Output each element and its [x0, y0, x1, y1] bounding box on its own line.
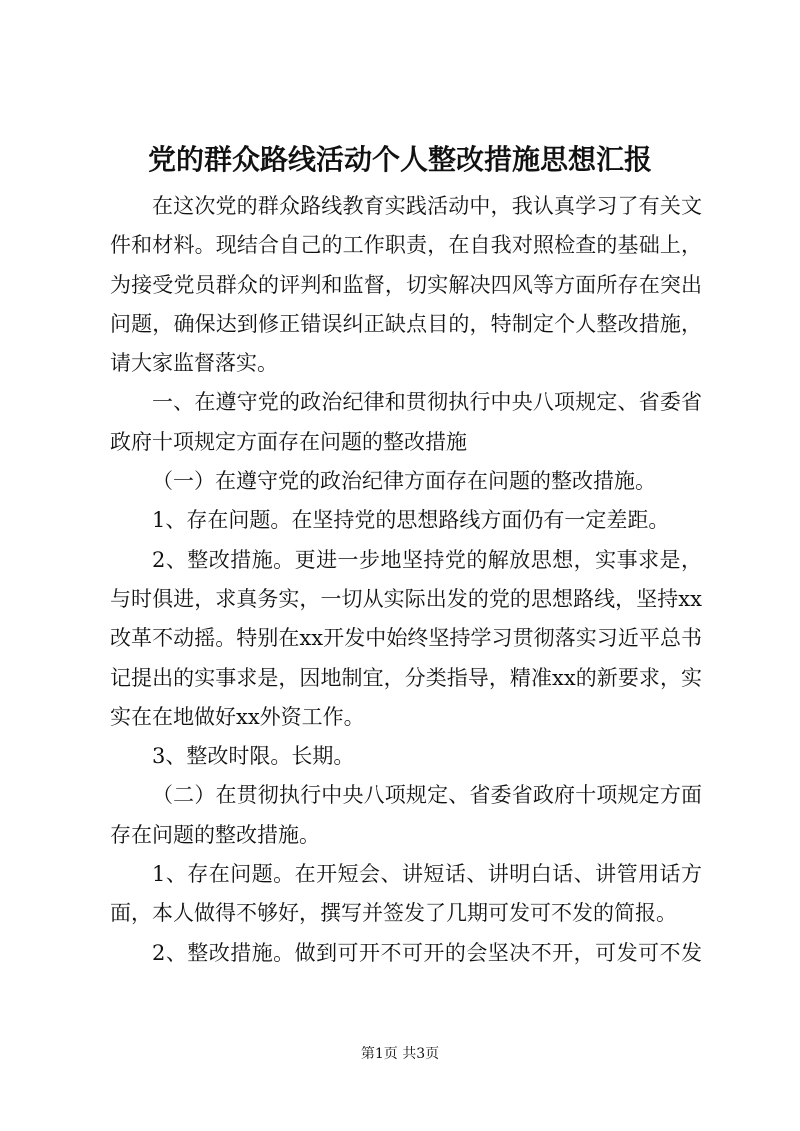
- paragraph-measure-one: 2、整改措施。更进一步地坚持党的解放思想，实事求是，与时俱进，求真务实，一切从实际出发的党的思想路线，坚持xx改革不动摇。特别在xx开发中始终坚持学习贯彻落实习近平总书记提出的实事求是，因地制宜，分类指导，精准xx的新要求，实实在在地做好xx外资工作。: [110, 547, 702, 729]
- document-title: 党的群众路线活动个人整改措施思想汇报: [147, 143, 652, 176]
- paragraph-problem-one: 1、存在问题。在坚持党的思想路线方面仍有一定差距。: [152, 508, 670, 533]
- paragraph-measure-two: 2、整改措施。做到可开不可开的会坚决不开，可发可不发: [152, 940, 702, 965]
- document-body: [110, 187, 702, 973]
- paragraph-problem-two: 1、存在问题。在开短会、讲短话、讲明白话、讲管用话方面，本人做得不够好，撰写并签发了几期可发可不发的简报。: [110, 862, 702, 926]
- page-footer: 第1页 共3页: [360, 1046, 440, 1062]
- paragraph-subsection-two-heading: （二）在贯彻执行中央八项规定、省委省政府十项规定方面存在问题的整改措施。: [110, 783, 702, 847]
- paragraph-intro: 在这次党的群众路线教育实践活动中，我认真学习了有关文件和材料。现结合自己的工作职责，在自我对照检查的基础上，为接受党员群众的评判和监督，切实解决四风等方面所存在突出问题，确保达到修正错误纠正缺点目的，特制定个人整改措施，请大家监督落实。: [110, 194, 702, 376]
- paragraph-section-one-heading: 一、在遵守党的政治纪律和贯彻执行中央八项规定、省委省政府十项规定方面存在问题的整改措施: [110, 390, 702, 454]
- paragraph-subsection-one-heading: （一）在遵守党的政治纪律方面存在问题的整改措施。: [152, 469, 656, 494]
- paragraph-deadline-one: 3、整改时限。长期。: [152, 744, 355, 769]
